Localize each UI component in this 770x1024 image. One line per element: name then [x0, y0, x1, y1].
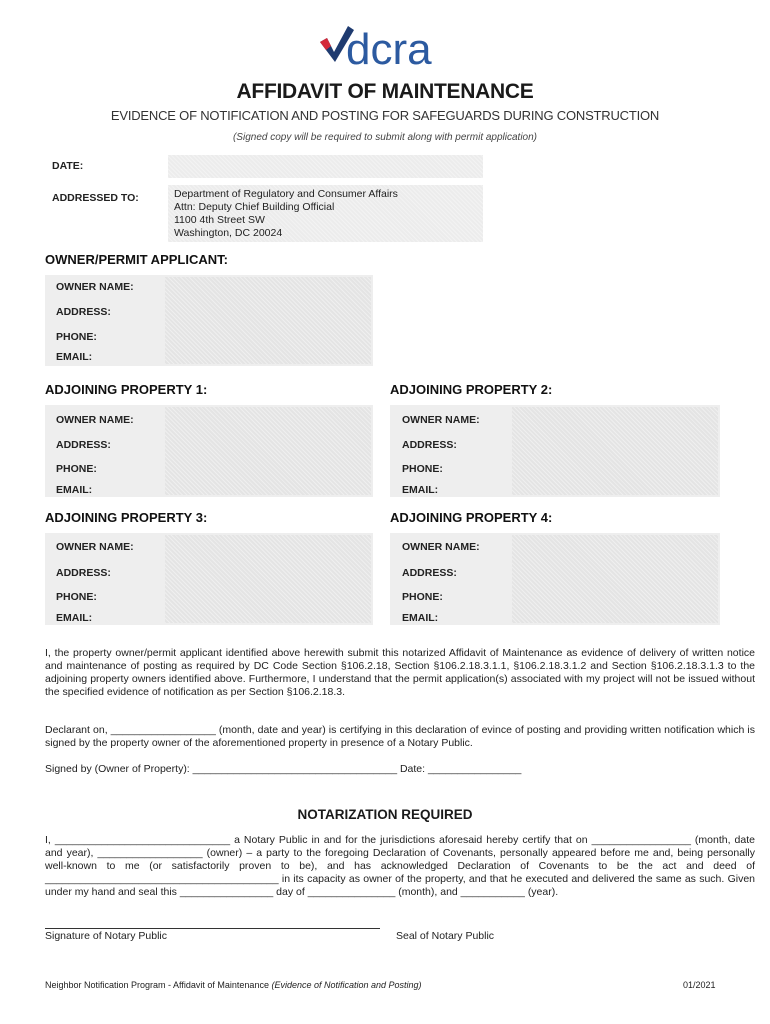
- date-label: DATE:: [52, 160, 84, 172]
- notarization-paragraph: [45, 834, 755, 899]
- adjoining-4-owner-name-label: OWNER NAME:: [402, 541, 480, 553]
- signed-by-text: Signed by (Owner of Property): ___________________________________ Date: ________________: [45, 763, 522, 775]
- date-field[interactable]: [168, 155, 483, 178]
- adjoining-2-input-area[interactable]: [512, 407, 718, 495]
- adjoining-4-phone-label: PHONE:: [402, 591, 443, 603]
- owner-input-area[interactable]: [165, 277, 371, 364]
- adjoining-1-input-area[interactable]: [165, 407, 371, 495]
- footer-date: 01/2021: [683, 980, 716, 990]
- adjoining-3-input-area[interactable]: [165, 535, 371, 623]
- adjoining-1-phone-label: PHONE:: [56, 463, 97, 475]
- notarization-heading: NOTARIZATION REQUIRED: [297, 807, 473, 822]
- signature-line: [45, 928, 380, 929]
- notarization-text: I, ______________________________ a Notary Public in and for the jurisdictions aforesaid hereby certify that on _________________ (month, date and year), __________________ (owner) – a party to the foregoing Declaration of Covenants, personally appeared before me and, being personally well-known to me (or satisfactorily proven to be), and has acknowledged Declaration of Covenants to be the act and deed of ________________________________________ in its capacity as owner of the property, and that he executed and delivered the same as such. Given under my hand and seal this ________________ day of _______________ (month), and ___________ (year).: [45, 834, 755, 898]
- notary-seal-label: Seal of Notary Public: [396, 930, 495, 942]
- addressed-to-value: [174, 188, 398, 240]
- adjoining-1-heading: ADJOINING PROPERTY 1:: [45, 382, 208, 397]
- declarant-paragraph: [45, 724, 755, 750]
- adjoining-1-owner-name-label: OWNER NAME:: [56, 414, 134, 426]
- address-line: Washington, DC 20024: [174, 227, 283, 239]
- adjoining-1-email-label: EMAIL:: [56, 484, 93, 496]
- submission-note: (Signed copy will be required to submit along with permit application): [232, 132, 538, 143]
- notary-signature-label: Signature of Notary Public: [45, 930, 167, 942]
- adjoining-2-email-label: EMAIL:: [402, 484, 439, 496]
- address-line: 1100 4th Street SW: [174, 214, 265, 226]
- dcra-logo: [318, 20, 448, 72]
- owner-phone-label: PHONE:: [56, 331, 97, 343]
- statement-text: I, the property owner/permit applicant identified above herewith submit this notarized Affidavit of Maintenance as evidence of delivery of written notice and maintenance of posting as required by DC Code Section §106.2.18, Section §106.2.18.3.1.1, §106.2.18.3.1.2 and Section §106.2.18.3.1.3 to the adjoining property owners identified above. Furthermore, I understand that the permit application(s) associated with my project will not be issued without the specified evidence of notification as per Section §106.2.18.3.: [45, 647, 755, 698]
- document-title: AFFIDAVIT OF MAINTENANCE: [236, 80, 534, 103]
- adjoining-4-address-label: ADDRESS:: [402, 567, 457, 579]
- adjoining-4-email-label: EMAIL:: [402, 612, 439, 624]
- adjoining-3-owner-name-label: OWNER NAME:: [56, 541, 134, 553]
- footer-program-text: Neighbor Notification Program - Affidavit of Maintenance: [45, 980, 272, 990]
- adjoining-2-address-label: ADDRESS:: [402, 439, 457, 451]
- adjoining-4-heading: ADJOINING PROPERTY 4:: [390, 510, 553, 525]
- addressed-to-label: ADDRESSED TO:: [52, 192, 139, 204]
- declarant-text: Declarant on, __________________ (month, date and year) is certifying in this declaration of evince of posting and providing written notification which is signed by the property owner of the aforementioned property in presence of a Notary Public.: [45, 724, 755, 749]
- owner-email-label: EMAIL:: [56, 351, 93, 363]
- adjoining-2-heading: ADJOINING PROPERTY 2:: [390, 382, 553, 397]
- adjoining-2-phone-label: PHONE:: [402, 463, 443, 475]
- document-subtitle: EVIDENCE OF NOTIFICATION AND POSTING FOR SAFEGUARDS DURING CONSTRUCTION: [110, 108, 660, 123]
- owner-section-heading: OWNER/PERMIT APPLICANT:: [45, 252, 228, 267]
- owner-name-label: OWNER NAME:: [56, 281, 134, 293]
- address-line: Department of Regulatory and Consumer Affairs: [174, 188, 398, 200]
- adjoining-3-email-label: EMAIL:: [56, 612, 93, 624]
- signed-by-line: [45, 763, 755, 776]
- adjoining-4-input-area[interactable]: [512, 535, 718, 623]
- footer-left: [45, 980, 422, 990]
- footer-italic-text: (Evidence of Notification and Posting): [271, 980, 422, 990]
- owner-address-label: ADDRESS:: [56, 306, 111, 318]
- adjoining-3-heading: ADJOINING PROPERTY 3:: [45, 510, 208, 525]
- adjoining-2-owner-name-label: OWNER NAME:: [402, 414, 480, 426]
- affidavit-statement: [45, 647, 755, 699]
- logo-text: dcra: [346, 25, 432, 72]
- adjoining-3-phone-label: PHONE:: [56, 591, 97, 603]
- address-line: Attn: Deputy Chief Building Official: [174, 201, 335, 213]
- adjoining-3-address-label: ADDRESS:: [56, 567, 111, 579]
- adjoining-1-address-label: ADDRESS:: [56, 439, 111, 451]
